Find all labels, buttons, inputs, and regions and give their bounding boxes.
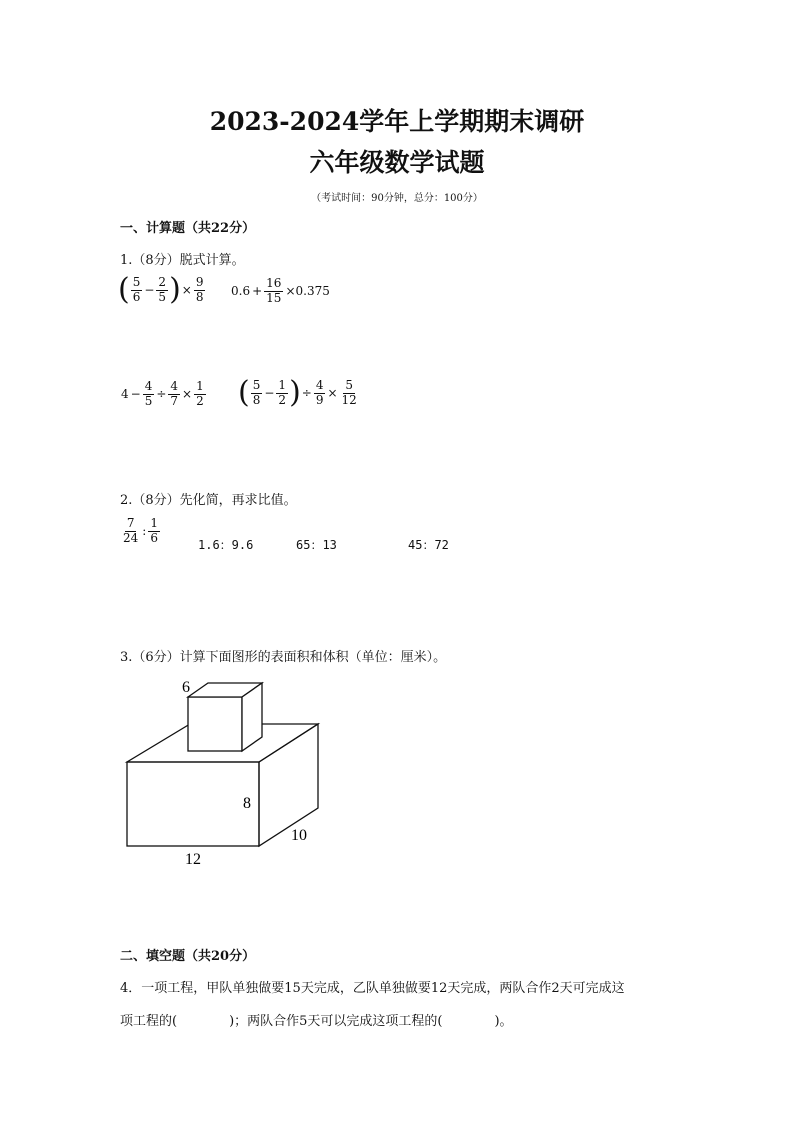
fraction: $\frac{1}{2}$ [196, 379, 204, 408]
section-heading-calculation: 一、计算题（共22分） [120, 221, 256, 236]
label-depth: 10 [291, 827, 307, 844]
expression-2: 0.6 + $\frac{16}{15}$ ×0.375 [231, 276, 330, 305]
fraction: $\frac{4}{9}$ [315, 377, 324, 407]
question-4-line-1: 4．一项工程，甲队单独做要15天完成，乙队单独做要12天完成，两队合作2天可完成这 [120, 981, 625, 996]
question-1-prompt: 1.（8分）脱式计算。 [120, 253, 245, 268]
cube-front-face [188, 697, 242, 751]
cuboid-front-face [127, 762, 259, 846]
fraction: $\frac{5}{8}$ [252, 377, 261, 407]
fraction: $\frac{9}{8}$ [195, 274, 204, 304]
expression-4: ( $\frac{5}{8}$ − $\frac{1}{2}$ )÷ $\frac{4}{9}$ × $\frac{5}{12}$ [238, 375, 357, 410]
ratio-4: 45：72 [408, 538, 449, 552]
exam-title: 2023-2024学年上学期期末调研 [209, 107, 585, 136]
fraction: $\frac{2}{5}$ [158, 274, 167, 304]
fraction: $\frac{4}{5}$ [144, 379, 153, 408]
fraction: $\frac{5}{12}$ [341, 377, 357, 407]
label-cube-edge: 6 [182, 679, 190, 696]
exam-time-note: （考试时间：90分钟，总分：100分） [311, 193, 483, 204]
label-width: 12 [185, 851, 201, 868]
paren-left: ( [238, 375, 250, 410]
paren-left: ( [118, 272, 130, 307]
fraction: $\frac{1}{2}$ [278, 377, 287, 407]
question-2-prompt: 2.（8分）先化简，再求比值。 [120, 493, 297, 508]
paren-right: ) [289, 375, 301, 410]
fraction: $\frac{5}{6}$ [132, 274, 141, 304]
fraction: $\frac{1}{6}$ [150, 516, 158, 545]
fraction: $\frac{7}{24}$ [123, 516, 139, 545]
exam-subtitle: 六年级数学试题 [309, 148, 485, 177]
cuboid-right-face [259, 724, 318, 846]
ratio-3: 65：13 [296, 538, 337, 552]
ratio-1: $\frac{7}{24}$ : $\frac{1}{6}$ [123, 516, 158, 545]
expression-1: ( $\frac{5}{6}$ − $\frac{2}{5}$ )× $\frac{9}{8}$ [118, 272, 204, 307]
fraction: $\frac{4}{7}$ [170, 379, 179, 408]
expression-3: 4 − $\frac{4}{5}$ ÷ $\frac{4}{7}$ × $\frac{1}{2}$ [121, 379, 204, 408]
question-4-line-2: 项工程的( )；两队合作5天可以完成这项工程的( )。 [120, 1014, 513, 1029]
question-3-prompt: 3.（6分）计算下面图形的表面积和体积（单位：厘米）。 [120, 650, 447, 665]
ratio-2: 1.6：9.6 [198, 538, 254, 552]
paren-right: ) [169, 272, 181, 307]
section-heading-fill-in: 二、填空题（共20分） [120, 949, 256, 964]
label-height: 8 [243, 795, 251, 812]
fraction: $\frac{16}{15}$ [266, 276, 282, 305]
